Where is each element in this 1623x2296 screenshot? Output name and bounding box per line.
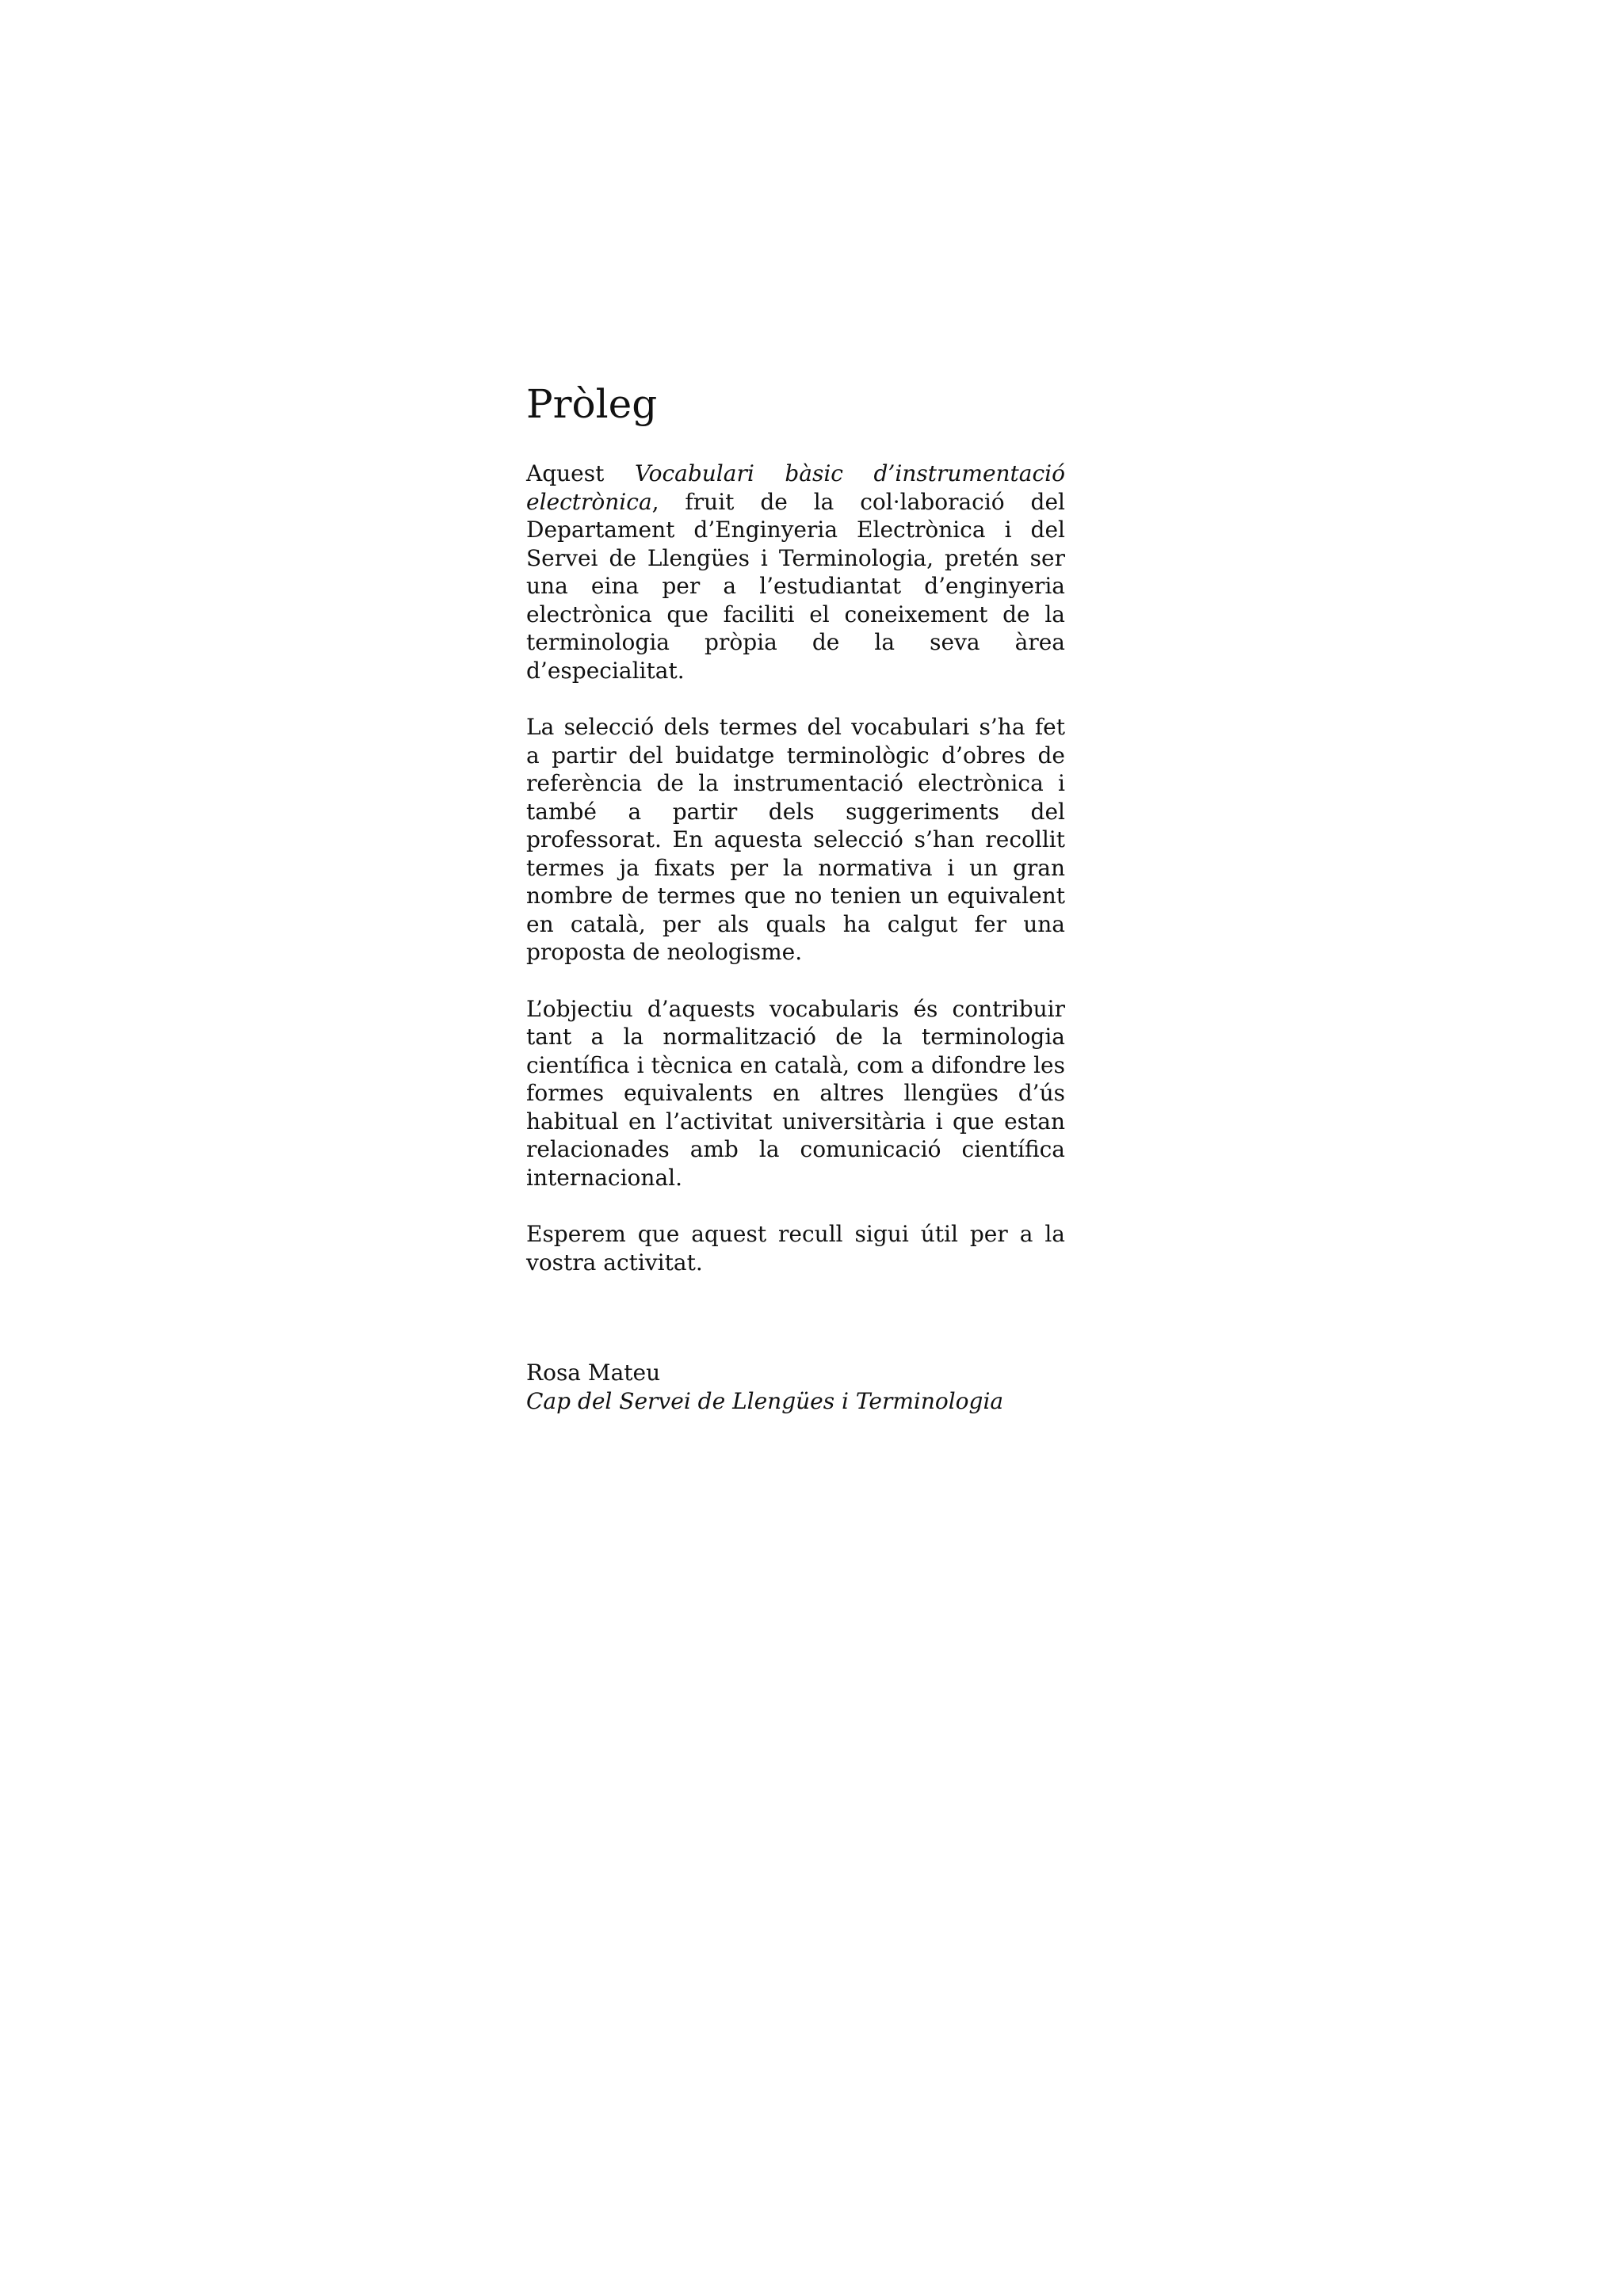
signature-block: [526, 1359, 1065, 1416]
book-title-italic: Vocabulari bàsic d’instrumentació electrònica: [526, 460, 1065, 515]
paragraph-1: [526, 460, 1065, 685]
paragraph-4: Esperem que aquest recull sigui útil per a la vostra activitat.: [526, 1221, 1065, 1276]
signature-name: Rosa Mateu: [526, 1360, 661, 1386]
signature-role: Cap del Servei de Llengües i Terminologia: [526, 1388, 1004, 1414]
paragraph-1-rest: , fruit de la col·laboració del Departament d’Enginyeria Electrònica i del Servei de Llengües i Terminologia, pretén ser una eina per a l’estudiantat d’enginyeria electrònica que faciliti el coneixement de la terminologia pròpia de la seva àrea d’especialitat.: [526, 488, 1065, 684]
paragraph-2: La selecció dels termes del vocabulari s’ha fet a partir del buidatge terminològic d’obres de referència de la instrumentació electrònica i també a partir dels suggeriments del professorat. En aquesta selecció s’han recollit termes ja fixats per la normativa i un gran nombre de termes que no tenien un equivalent en català, per als quals ha calgut fer una proposta de neologisme.: [526, 714, 1065, 965]
paragraph-1-lead: Aquest: [526, 460, 635, 486]
paragraph-3: L’objectiu d’aquests vocabularis és contribuir tant a la normalització de la terminologia científica i tècnica en català, com a difondre les formes equivalents en altres llengües d’ús habitual en l’activitat universitària i que estan relacionades amb la comunicació científica internacional.: [526, 995, 1065, 1191]
page-title: Pròleg: [526, 381, 658, 427]
prologue-section: [526, 380, 1065, 1416]
